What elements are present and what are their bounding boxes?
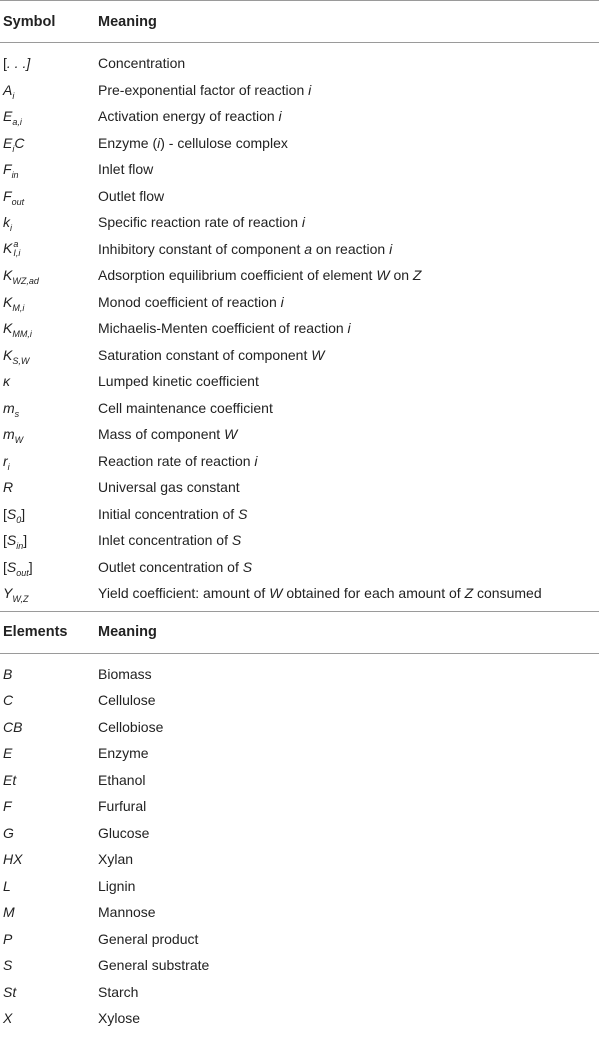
table-row: [0, 103, 599, 130]
symbol-base: C: [3, 692, 14, 709]
symbol-cell: [0, 134, 98, 154]
symbol-base: HX: [3, 851, 23, 868]
meaning-text: Xylose: [98, 1010, 141, 1027]
symbol-sub: out: [16, 567, 29, 578]
symbol-after: ]: [21, 505, 26, 522]
symbol-cell: [0, 108, 98, 128]
meaning-text: Cellulose: [98, 692, 156, 709]
symbol-cell: [0, 81, 98, 101]
meaning-cell: [98, 585, 599, 601]
symbol-base: K: [3, 239, 13, 256]
symbol-cell: [0, 957, 98, 973]
meaning-italic-2: Z: [464, 585, 474, 602]
table-row: [0, 209, 599, 236]
meaning-cell: [98, 426, 599, 442]
table-row: [0, 793, 599, 820]
table-row: [0, 130, 599, 157]
meaning-cell: [98, 957, 599, 973]
table-row: [0, 183, 599, 210]
symbol-base: E: [3, 108, 13, 125]
meaning-text: Activation energy of reaction: [98, 108, 275, 125]
symbol-base: . . .]: [6, 55, 31, 72]
symbol-base: A: [3, 81, 13, 98]
symbol-base: F: [3, 187, 12, 204]
meaning-text: Yield coefficient: amount of: [98, 585, 266, 602]
meaning-cell: [98, 1010, 599, 1026]
meaning-text: Lumped kinetic coefficient: [98, 373, 259, 390]
meaning-text: Cell maintenance coefficient: [98, 399, 273, 416]
meaning-text: Reaction rate of reaction: [98, 452, 251, 469]
symbol-cell: [0, 320, 98, 340]
meaning-text: Ethanol: [98, 771, 146, 788]
symbol-base: R: [3, 479, 14, 496]
table-row: [0, 846, 599, 873]
header-symbol: Symbol: [3, 13, 56, 30]
symbol-base: k: [3, 214, 10, 231]
meaning-cell: [98, 772, 599, 788]
meaning-text: Initial concentration of: [98, 505, 235, 522]
symbol-cell: [0, 772, 98, 788]
meaning-cell: [98, 532, 599, 548]
symbol-cell: [0, 719, 98, 735]
element-rows: [0, 661, 599, 1032]
symbol-cell: [0, 426, 98, 446]
table-row: [0, 368, 599, 395]
symbol-cell: [0, 399, 98, 419]
meaning-italic: i: [254, 452, 258, 469]
symbol-base: E: [3, 745, 13, 762]
meaning-text: Concentration: [98, 55, 186, 72]
meaning-cell: [98, 745, 599, 761]
meaning-italic: i: [347, 320, 351, 337]
symbol-sub: out: [11, 196, 25, 207]
meaning-italic: i: [301, 214, 306, 231]
symbol-base: S: [6, 558, 17, 575]
symbol-cell: [0, 452, 98, 472]
symbol-cell: [0, 825, 98, 841]
symbol-cell: [0, 505, 98, 525]
bracket: [: [3, 505, 7, 522]
table-row: [0, 1005, 599, 1032]
sub-sup: [13, 240, 20, 258]
table-row: [0, 448, 599, 475]
meaning-text: Cellobiose: [98, 718, 164, 735]
symbol-cell: [0, 346, 98, 366]
symbol-base: K: [3, 320, 13, 337]
symbol-cell: [0, 1010, 98, 1026]
table-row: [0, 395, 599, 422]
meaning-cell: [98, 188, 599, 204]
table-row: [0, 767, 599, 794]
meaning-text: Inhibitory constant of component: [98, 240, 301, 257]
meaning-cell: [98, 135, 599, 151]
meaning-italic: S: [242, 558, 253, 575]
symbol-base: K: [3, 293, 13, 310]
bracket: [: [3, 558, 7, 575]
table-row: [0, 501, 599, 528]
meaning-italic: i: [280, 293, 284, 310]
meaning-text: Monod coefficient of reaction: [98, 293, 277, 310]
symbol-sub: M,i: [12, 302, 25, 313]
table-row: [0, 873, 599, 900]
meaning-text: Saturation constant of component: [98, 346, 308, 363]
symbol-sub: S,W: [12, 355, 30, 366]
table-row: [0, 714, 599, 741]
symbol-cell: [0, 293, 98, 313]
symbol-cell: [0, 161, 98, 181]
meaning-text: Glucose: [98, 824, 150, 841]
meaning-tail-2: consumed: [477, 585, 542, 602]
meaning-cell: [98, 825, 599, 841]
table-row: [0, 952, 599, 979]
symbol-cell: [0, 666, 98, 682]
meaning-cell: [98, 506, 599, 522]
table-row: [0, 926, 599, 953]
meaning-text: Enzyme: [98, 745, 149, 762]
bracket: [: [3, 532, 7, 549]
symbol-base: S: [6, 505, 17, 522]
symbol-base: St: [3, 983, 17, 1000]
meaning-cell: [98, 320, 599, 336]
meaning-cell: [98, 55, 599, 71]
symbol-cell: [0, 878, 98, 894]
meaning-text: Michaelis-Menten coefficient of reaction: [98, 320, 344, 337]
symbol-base: E: [3, 134, 13, 151]
symbol-cell: [0, 558, 98, 578]
meaning-cell: [98, 479, 599, 495]
symbol-sub: WZ,ad: [12, 276, 39, 287]
symbol-cell: [0, 267, 98, 287]
meaning-text: Inlet flow: [98, 161, 154, 178]
symbol-cell: [0, 585, 98, 605]
meaning-cell: [98, 161, 599, 177]
symbol-sub: I,i: [13, 247, 21, 258]
symbol-base: CB: [3, 718, 23, 735]
symbol-base: X: [3, 1010, 13, 1027]
symbol-cell: [0, 692, 98, 708]
symbol-base: F: [3, 798, 12, 815]
table-row: [0, 554, 599, 581]
meaning-cell: [98, 453, 599, 469]
header-elements: Elements: [3, 624, 68, 640]
symbol-header-row: [0, 1, 599, 42]
symbol-after: ]: [28, 558, 33, 575]
symbol-cell: [0, 479, 98, 495]
meaning-cell: [98, 559, 599, 575]
meaning-tail: on reaction: [315, 240, 386, 257]
symbol-base: L: [3, 877, 11, 894]
table-row: [0, 421, 599, 448]
meaning-text: Specific reaction rate of reaction: [98, 214, 298, 231]
meaning-italic: a: [304, 240, 313, 257]
meaning-italic: i: [308, 81, 312, 98]
symbol-sub: s: [14, 408, 20, 419]
symbol-base: Y: [3, 585, 13, 602]
symbol-cell: [0, 55, 98, 71]
meaning-text: Outlet flow: [98, 187, 165, 204]
table-row: [0, 474, 599, 501]
meaning-cell: [98, 851, 599, 867]
symbol-sub: 0: [16, 514, 22, 525]
meaning-cell: [98, 878, 599, 894]
meaning-text: Mannose: [98, 904, 156, 921]
header-meaning-2: Meaning: [98, 624, 157, 640]
meaning-italic: i: [157, 134, 161, 151]
symbol-base: r: [3, 452, 8, 469]
meaning-cell: [98, 214, 599, 230]
bracket: [: [3, 55, 7, 72]
symbol-base: F: [3, 161, 12, 178]
meaning-cell: [98, 82, 599, 98]
table-row: [0, 289, 599, 316]
symbol-after: ]: [23, 532, 28, 549]
header-meaning: Meaning: [98, 13, 157, 30]
meaning-cell: [98, 267, 599, 283]
table-row: [0, 156, 599, 183]
table-row: [0, 580, 599, 607]
symbol-cell: [0, 851, 98, 867]
symbol-cell: [0, 214, 98, 234]
meaning-cell: [98, 666, 599, 682]
symbol-sub: W: [14, 435, 24, 446]
meaning-italic: S: [238, 505, 248, 522]
table-row: [0, 236, 599, 263]
meaning-cell: [98, 347, 599, 363]
symbol-cell: [0, 984, 98, 1000]
symbol-sub: in: [16, 541, 24, 552]
symbol-sub: a,i: [12, 117, 22, 128]
meaning-cell: [98, 294, 599, 310]
meaning-text: Mass of component: [98, 426, 221, 443]
symbol-after: C: [14, 134, 25, 151]
symbol-sub: MM,i: [12, 329, 32, 340]
meaning-cell: [98, 719, 599, 735]
meaning-text: Pre-exponential factor of reaction: [98, 81, 305, 98]
table-row: [0, 687, 599, 714]
symbol-sub: i: [12, 143, 15, 154]
symbol-sub: W,Z: [12, 594, 29, 605]
table-row: [0, 262, 599, 289]
meaning-text: Furfural: [98, 798, 147, 815]
symbol-sup: a: [13, 238, 19, 249]
table-row: [0, 661, 599, 688]
symbol-base: m: [3, 426, 15, 443]
meaning-text: General substrate: [98, 957, 210, 974]
symbol-base: G: [3, 824, 14, 841]
symbol-base: S: [6, 532, 17, 549]
meaning-cell: [98, 931, 599, 947]
symbol-sub: i: [7, 461, 10, 472]
symbol-rows: [0, 50, 599, 607]
elements-header-row: [0, 612, 599, 653]
meaning-italic: i: [278, 108, 282, 125]
meaning-italic: W: [376, 267, 390, 284]
meaning-italic: W: [224, 426, 238, 443]
symbol-base: K: [3, 267, 13, 284]
symbol-base: K: [3, 346, 13, 363]
meaning-tail: on: [393, 267, 410, 284]
meaning-italic-2: Z: [412, 267, 422, 284]
symbol-sub: in: [11, 170, 19, 181]
meaning-tail: ) - cellulose complex: [160, 134, 288, 151]
table-row: [0, 77, 599, 104]
table-row: [0, 315, 599, 342]
meaning-cell: [98, 904, 599, 920]
symbol-cell: [0, 904, 98, 920]
symbol-cell: [0, 532, 98, 552]
table-row: [0, 979, 599, 1006]
meaning-text: Inlet concentration of: [98, 532, 228, 549]
meaning-italic: S: [231, 532, 242, 549]
meaning-cell: [98, 108, 599, 124]
symbol-base: m: [3, 399, 15, 416]
symbol-base: S: [3, 957, 13, 974]
symbol-cell: [0, 240, 98, 258]
symbol-sub: i: [12, 90, 15, 101]
meaning-text: Adsorption equilibrium coefficient of element: [98, 267, 373, 284]
table-row: [0, 342, 599, 369]
meaning-tail: obtained for each amount of: [286, 585, 461, 602]
meaning-cell: [98, 692, 599, 708]
meaning-text: Enzyme (: [98, 134, 158, 151]
symbol-base: B: [3, 665, 13, 682]
meaning-text: Starch: [98, 983, 139, 1000]
meaning-cell: [98, 984, 599, 1000]
meaning-italic: W: [311, 346, 325, 363]
table-row: [0, 50, 599, 77]
meaning-cell: [98, 400, 599, 416]
table-row: [0, 899, 599, 926]
symbol-cell: [0, 745, 98, 761]
symbol-cell: [0, 931, 98, 947]
meaning-text: Universal gas constant: [98, 479, 240, 496]
table-row: [0, 820, 599, 847]
meaning-cell: [98, 241, 599, 257]
symbol-sub: i: [10, 223, 12, 234]
meaning-text: Biomass: [98, 665, 152, 682]
meaning-text: General product: [98, 930, 199, 947]
meaning-text: Outlet concentration of: [98, 558, 239, 575]
meaning-cell: [98, 373, 599, 389]
symbol-cell: [0, 373, 98, 389]
meaning-cell: [98, 798, 599, 814]
symbol-base: κ: [3, 373, 10, 390]
symbol-base: M: [3, 904, 15, 921]
symbol-cell: [0, 798, 98, 814]
meaning-text: Xylan: [98, 851, 134, 868]
table-row: [0, 527, 599, 554]
table-row: [0, 740, 599, 767]
symbol-base: P: [3, 930, 13, 947]
symbol-cell: [0, 187, 98, 207]
meaning-text: Lignin: [98, 877, 136, 894]
symbol-base: Et: [3, 771, 17, 788]
meaning-italic: W: [269, 585, 283, 602]
meaning-italic-2: i: [389, 240, 393, 257]
